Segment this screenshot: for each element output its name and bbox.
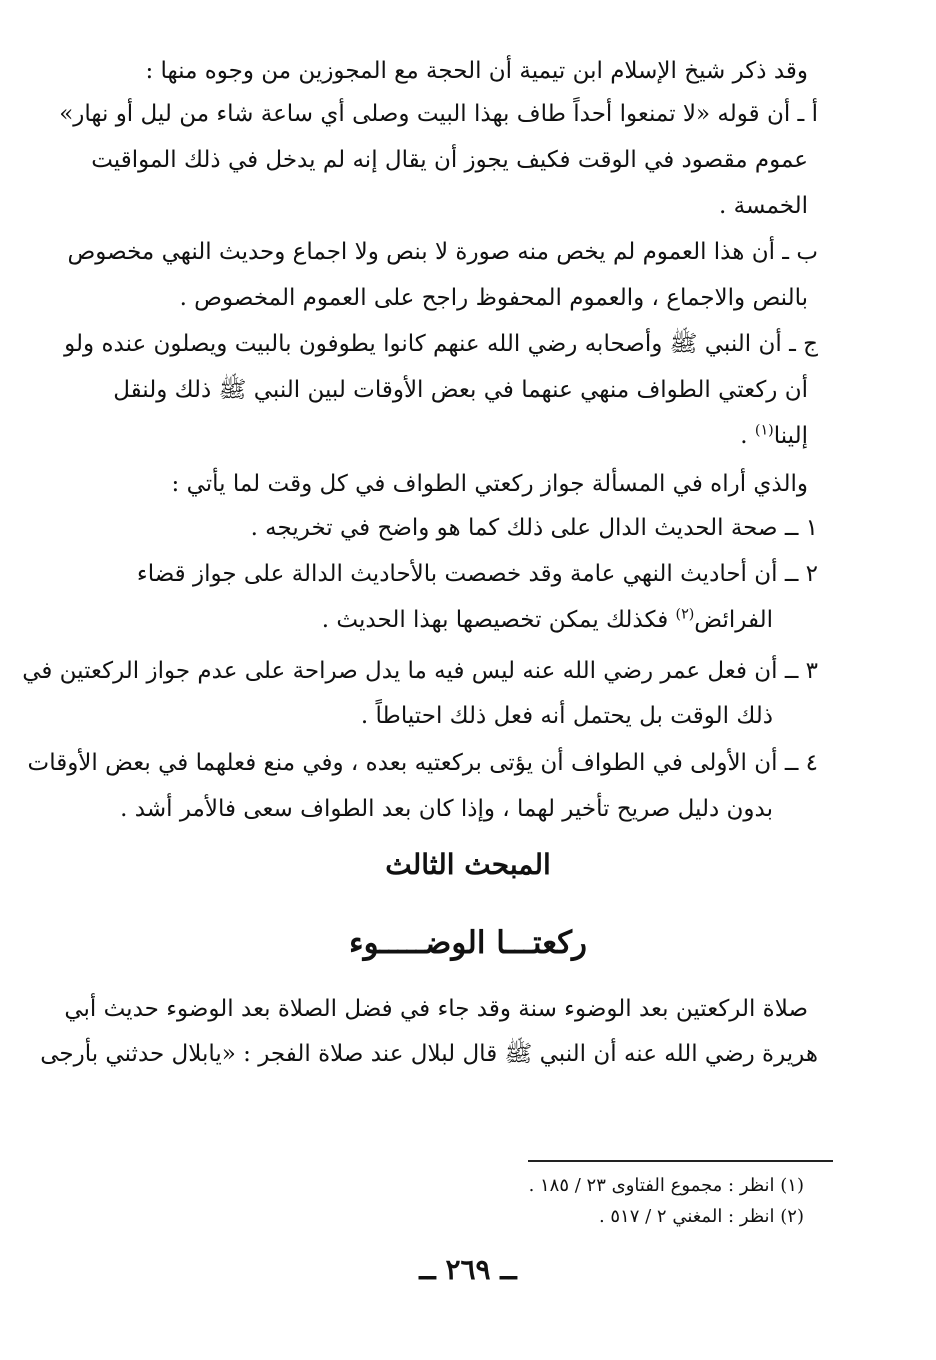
opinion-item-2-text: الفرائض (694, 607, 773, 633)
opinion-item-3-line-2: ذلك الوقت بل يحتمل أنه فعل ذلك احتياطاً . (360, 703, 773, 729)
footnote-ref-1: (١) (754, 422, 774, 439)
footnote-2: (٢) انظر : المغني ٢ / ٥١٧ . (598, 1206, 804, 1227)
page-number: ــ ٢٦٩ ــ (419, 1253, 517, 1286)
footnote-1: (١) انظر : مجموع الفتاوى ٢٣ / ١٨٥ . (528, 1175, 804, 1196)
opinion-item-1: ١ ــ صحة الحديث الدال على ذلك كما هو واضح في تخريجه . (250, 515, 818, 541)
reason-c-line-3 (740, 423, 808, 451)
intro-line: وقد ذكر شيخ الإسلام ابن تيمية أن الحجة مع المجوزين من وجوه منها : (145, 58, 808, 84)
footnote-ref-2: (٢) (675, 606, 695, 623)
section-subtitle: ركعتـــا الوضـــــوء (349, 925, 587, 961)
section-title: المبحث الثالث (385, 848, 551, 881)
opinion-item-3-line-1: ٣ ــ أن فعل عمر رضي الله عنه ليس فيه ما يدل صراحة على عدم جواز الركعتين في (22, 658, 818, 684)
reason-b-line-2: بالنص والاجماع ، والعموم المحفوظ راجح على العموم المخصوص . (179, 285, 808, 311)
final-paragraph-line-2: هريرة رضي الله عنه أن النبي ﷺ قال لبلال عند صلاة الفجر : «يابلال حدثني بأرجى (40, 1041, 818, 1067)
opinion-item-2-line-1: ٢ ــ أن أحاديث النهي عامة وقد خصصت بالأحاديث الدالة على جواز قضاء (136, 561, 818, 587)
opinion-intro: والذي أراه في المسألة جواز ركعتي الطواف في كل وقت لما يأتي : (171, 471, 808, 497)
opinion-item-2-line-2 (322, 607, 773, 635)
reason-c-line-1: ج ـ أن النبي ﷺ وأصحابه رضي الله عنهم كانوا يطوفون بالبيت ويصلون عنده ولو (64, 331, 818, 357)
reason-c-end: . (740, 423, 755, 449)
reason-c-line-2: أن ركعتي الطواف منهي عنهما في بعض الأوقات لبين النبي ﷺ ذلك ولنقل (113, 377, 808, 403)
reason-c-text: إلينا (773, 423, 808, 449)
reason-a-line-3: الخمسة . (718, 193, 808, 219)
footnote-divider (528, 1160, 833, 1162)
final-paragraph-line-1: صلاة الركعتين بعد الوضوء سنة وقد جاء في فضل الصلاة بعد الوضوء حديث أبي (64, 996, 808, 1022)
reason-b-line-1: ب ـ أن هذا العموم لم يخص منه صورة لا بنص ولا اجماع وحديث النهي مخصوص (67, 239, 818, 265)
opinion-item-4-line-2: بدون دليل صريح تأخير لهما ، وإذا كان بعد الطواف سعى فالأمر أشد . (120, 796, 773, 822)
opinion-item-2-end: فكذلك يمكن تخصيصها بهذا الحديث . (321, 607, 676, 633)
opinion-item-4-line-1: ٤ ــ أن الأولى في الطواف أن يؤتى بركعتيه بعده ، وفي منع فعلهما في بعض الأوقات (27, 750, 818, 776)
reason-a-line-2: عموم مقصود في الوقت فكيف يجوز أن يقال إنه لم يدخل في ذلك المواقيت (91, 147, 808, 173)
reason-a-line-1: أ ـ أن قوله «لا تمنعوا أحداً طاف بهذا البيت وصلى أي ساعة شاء من ليل أو نهار» (59, 101, 818, 127)
